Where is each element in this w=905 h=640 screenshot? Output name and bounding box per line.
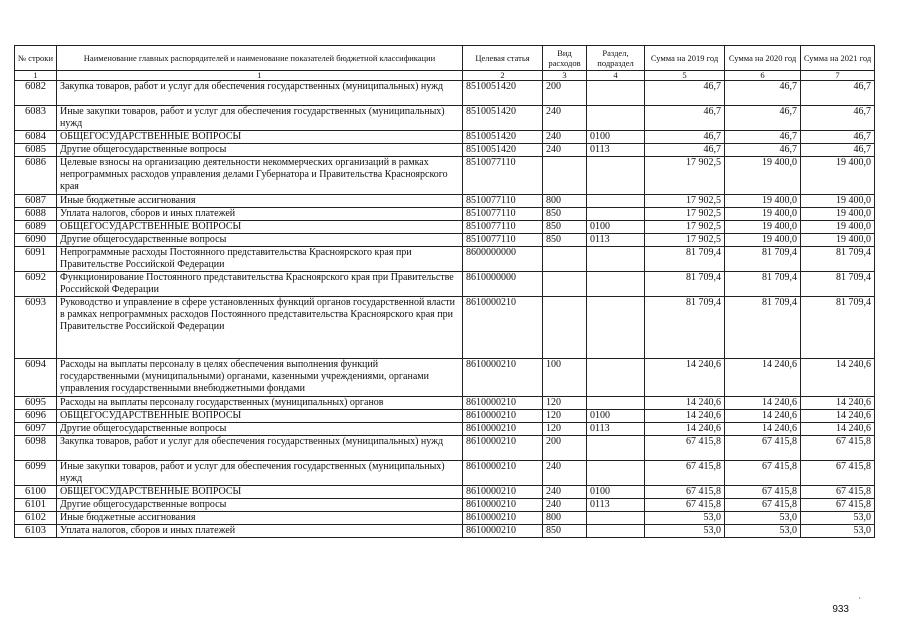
row-sum-2020: 19 400,0 bbox=[725, 234, 801, 247]
row-expense-type: 200 bbox=[543, 436, 587, 461]
row-expense-type: 850 bbox=[543, 221, 587, 234]
row-sum-2020: 46,7 bbox=[725, 81, 801, 106]
row-sum-2019: 67 415,8 bbox=[645, 499, 725, 512]
row-sum-2020: 46,7 bbox=[725, 106, 801, 131]
row-section: 0100 bbox=[587, 221, 645, 234]
row-sum-2021: 46,7 bbox=[801, 81, 875, 106]
row-section bbox=[587, 461, 645, 486]
row-expense-type bbox=[543, 297, 587, 359]
row-sum-2021: 14 240,6 bbox=[801, 359, 875, 397]
row-section: 0113 bbox=[587, 499, 645, 512]
table-row bbox=[15, 397, 875, 410]
header-vid: Вид расходов bbox=[543, 46, 587, 71]
row-sum-2019: 14 240,6 bbox=[645, 397, 725, 410]
row-sum-2021: 81 709,4 bbox=[801, 247, 875, 272]
row-name: Закупка товаров, работ и услуг для обеспечения государственных (муниципальных) нужд bbox=[57, 81, 463, 106]
row-sum-2021: 19 400,0 bbox=[801, 234, 875, 247]
row-number: 6082 bbox=[15, 81, 57, 106]
row-expense-type bbox=[543, 157, 587, 195]
row-sum-2020: 14 240,6 bbox=[725, 410, 801, 423]
header-row-no: № строки bbox=[15, 46, 57, 71]
row-section bbox=[587, 397, 645, 410]
row-number: 6100 bbox=[15, 486, 57, 499]
row-sum-2020: 19 400,0 bbox=[725, 157, 801, 195]
row-sum-2021: 14 240,6 bbox=[801, 397, 875, 410]
column-index: 1 bbox=[15, 71, 57, 81]
row-name: Иные бюджетные ассигнования bbox=[57, 512, 463, 525]
row-number: 6102 bbox=[15, 512, 57, 525]
row-name: Уплата налогов, сборов и иных платежей bbox=[57, 525, 463, 538]
row-number: 6090 bbox=[15, 234, 57, 247]
row-number: 6086 bbox=[15, 157, 57, 195]
row-expense-type: 120 bbox=[543, 397, 587, 410]
table-header-row bbox=[15, 46, 875, 71]
row-sum-2019: 17 902,5 bbox=[645, 208, 725, 221]
table-row bbox=[15, 195, 875, 208]
row-target-code: 8510077110 bbox=[463, 221, 543, 234]
row-name: Непрограммные расходы Постоянного представительства Красноярского края при Правительстве Российской Федерации bbox=[57, 247, 463, 272]
row-name: Другие общегосударственные вопросы bbox=[57, 144, 463, 157]
row-expense-type bbox=[543, 247, 587, 272]
row-section: 0113 bbox=[587, 144, 645, 157]
row-expense-type: 200 bbox=[543, 81, 587, 106]
row-number: 6095 bbox=[15, 397, 57, 410]
row-target-code: 8600000000 bbox=[463, 247, 543, 272]
row-name: Другие общегосударственные вопросы bbox=[57, 499, 463, 512]
table-row bbox=[15, 423, 875, 436]
row-expense-type: 850 bbox=[543, 234, 587, 247]
table-row bbox=[15, 499, 875, 512]
row-sum-2019: 14 240,6 bbox=[645, 410, 725, 423]
row-sum-2021: 67 415,8 bbox=[801, 436, 875, 461]
table-row bbox=[15, 247, 875, 272]
row-section bbox=[587, 272, 645, 297]
header-sum-2020: Сумма на 2020 год bbox=[725, 46, 801, 71]
row-target-code: 8510051420 bbox=[463, 106, 543, 131]
row-sum-2020: 67 415,8 bbox=[725, 499, 801, 512]
row-section bbox=[587, 297, 645, 359]
table-row bbox=[15, 461, 875, 486]
row-section: 0100 bbox=[587, 131, 645, 144]
row-name: ОБЩЕГОСУДАРСТВЕННЫЕ ВОПРОСЫ bbox=[57, 410, 463, 423]
row-number: 6097 bbox=[15, 423, 57, 436]
row-sum-2021: 19 400,0 bbox=[801, 195, 875, 208]
row-name: ОБЩЕГОСУДАРСТВЕННЫЕ ВОПРОСЫ bbox=[57, 486, 463, 499]
row-sum-2019: 17 902,5 bbox=[645, 221, 725, 234]
row-number: 6088 bbox=[15, 208, 57, 221]
row-name: Иные бюджетные ассигнования bbox=[57, 195, 463, 208]
row-target-code: 8510051420 bbox=[463, 144, 543, 157]
row-name: Другие общегосударственные вопросы bbox=[57, 423, 463, 436]
row-sum-2019: 81 709,4 bbox=[645, 247, 725, 272]
table-row bbox=[15, 131, 875, 144]
row-section bbox=[587, 512, 645, 525]
row-sum-2021: 67 415,8 bbox=[801, 499, 875, 512]
row-sum-2021: 67 415,8 bbox=[801, 461, 875, 486]
column-index: 1 bbox=[57, 71, 463, 81]
row-sum-2020: 14 240,6 bbox=[725, 359, 801, 397]
row-sum-2020: 53,0 bbox=[725, 512, 801, 525]
row-number: 6101 bbox=[15, 499, 57, 512]
row-sum-2019: 17 902,5 bbox=[645, 234, 725, 247]
column-index: 6 bbox=[725, 71, 801, 81]
row-number: 6096 bbox=[15, 410, 57, 423]
table-row bbox=[15, 410, 875, 423]
row-sum-2020: 19 400,0 bbox=[725, 221, 801, 234]
table-row bbox=[15, 221, 875, 234]
row-number: 6089 bbox=[15, 221, 57, 234]
row-expense-type: 100 bbox=[543, 359, 587, 397]
row-sum-2019: 46,7 bbox=[645, 106, 725, 131]
table-row bbox=[15, 359, 875, 397]
table-row bbox=[15, 144, 875, 157]
row-sum-2019: 53,0 bbox=[645, 525, 725, 538]
row-sum-2019: 67 415,8 bbox=[645, 461, 725, 486]
row-sum-2019: 67 415,8 bbox=[645, 436, 725, 461]
row-target-code: 8510077110 bbox=[463, 195, 543, 208]
row-sum-2019: 46,7 bbox=[645, 81, 725, 106]
row-target-code: 8610000000 bbox=[463, 272, 543, 297]
row-sum-2019: 14 240,6 bbox=[645, 423, 725, 436]
table-row bbox=[15, 234, 875, 247]
table-row bbox=[15, 525, 875, 538]
table-body bbox=[15, 81, 875, 538]
row-sum-2019: 14 240,6 bbox=[645, 359, 725, 397]
row-sum-2021: 19 400,0 bbox=[801, 157, 875, 195]
row-name: Уплата налогов, сборов и иных платежей bbox=[57, 208, 463, 221]
page-number: 933 bbox=[832, 604, 849, 615]
row-sum-2020: 19 400,0 bbox=[725, 195, 801, 208]
table-row bbox=[15, 157, 875, 195]
row-target-code: 8610000210 bbox=[463, 486, 543, 499]
row-sum-2019: 81 709,4 bbox=[645, 297, 725, 359]
row-target-code: 8510077110 bbox=[463, 208, 543, 221]
row-expense-type: 120 bbox=[543, 410, 587, 423]
row-sum-2021: 14 240,6 bbox=[801, 410, 875, 423]
row-target-code: 8610000210 bbox=[463, 297, 543, 359]
row-name: Функционирование Постоянного представительства Красноярского края при Правительстве Российской Федерации bbox=[57, 272, 463, 297]
table-row bbox=[15, 208, 875, 221]
row-expense-type: 120 bbox=[543, 423, 587, 436]
row-target-code: 8510051420 bbox=[463, 131, 543, 144]
header-code: Целевая статья bbox=[463, 46, 543, 71]
row-name: Целевые взносы на организацию деятельности некоммерческих организаций в рамках непрограммных расходов управления делами Губернатора и Правительства Красноярского края bbox=[57, 157, 463, 195]
row-target-code: 8610000210 bbox=[463, 436, 543, 461]
row-expense-type bbox=[543, 272, 587, 297]
row-sum-2020: 19 400,0 bbox=[725, 208, 801, 221]
row-sum-2020: 46,7 bbox=[725, 131, 801, 144]
row-sum-2020: 14 240,6 bbox=[725, 397, 801, 410]
row-sum-2019: 46,7 bbox=[645, 144, 725, 157]
row-sum-2020: 67 415,8 bbox=[725, 436, 801, 461]
row-expense-type: 850 bbox=[543, 208, 587, 221]
header-razdel: Раздел, подраздел bbox=[587, 46, 645, 71]
row-sum-2019: 17 902,5 bbox=[645, 157, 725, 195]
row-name: Расходы на выплаты персоналу государственных (муниципальных) органов bbox=[57, 397, 463, 410]
row-number: 6092 bbox=[15, 272, 57, 297]
row-number: 6084 bbox=[15, 131, 57, 144]
row-section bbox=[587, 81, 645, 106]
row-target-code: 8510077110 bbox=[463, 157, 543, 195]
row-target-code: 8610000210 bbox=[463, 410, 543, 423]
row-sum-2021: 53,0 bbox=[801, 525, 875, 538]
row-number: 6098 bbox=[15, 436, 57, 461]
row-sum-2019: 46,7 bbox=[645, 131, 725, 144]
row-sum-2020: 81 709,4 bbox=[725, 272, 801, 297]
column-index-row bbox=[15, 71, 875, 81]
row-sum-2019: 53,0 bbox=[645, 512, 725, 525]
row-number: 6094 bbox=[15, 359, 57, 397]
row-sum-2021: 81 709,4 bbox=[801, 272, 875, 297]
row-section: 0113 bbox=[587, 234, 645, 247]
row-target-code: 8610000210 bbox=[463, 359, 543, 397]
row-section bbox=[587, 106, 645, 131]
row-sum-2021: 19 400,0 bbox=[801, 221, 875, 234]
row-name: Иные закупки товаров, работ и услуг для обеспечения государственных (муниципальных) нужд bbox=[57, 106, 463, 131]
row-section: 0100 bbox=[587, 486, 645, 499]
row-sum-2021: 19 400,0 bbox=[801, 208, 875, 221]
row-sum-2020: 46,7 bbox=[725, 144, 801, 157]
row-sum-2020: 14 240,6 bbox=[725, 423, 801, 436]
row-name: Расходы на выплаты персоналу в целях обеспечения выполнения функций государственными (муниципальными) органами, казенными учреждениями, органами управления государственными внебюджетными фондами bbox=[57, 359, 463, 397]
row-name: Руководство и управление в сфере установленных функций органов государственной власти в рамках непрограммных расходов Постоянного представительства Красноярского края при Правительстве Российской Федерации bbox=[57, 297, 463, 359]
page-mark: · bbox=[858, 594, 861, 603]
row-sum-2019: 17 902,5 bbox=[645, 195, 725, 208]
row-section bbox=[587, 436, 645, 461]
column-index: 3 bbox=[543, 71, 587, 81]
row-sum-2020: 53,0 bbox=[725, 525, 801, 538]
row-number: 6091 bbox=[15, 247, 57, 272]
row-number: 6093 bbox=[15, 297, 57, 359]
row-expense-type: 240 bbox=[543, 144, 587, 157]
row-target-code: 8510051420 bbox=[463, 81, 543, 106]
row-sum-2021: 14 240,6 bbox=[801, 423, 875, 436]
row-sum-2021: 46,7 bbox=[801, 144, 875, 157]
row-name: Закупка товаров, работ и услуг для обеспечения государственных (муниципальных) нужд bbox=[57, 436, 463, 461]
row-name: ОБЩЕГОСУДАРСТВЕННЫЕ ВОПРОСЫ bbox=[57, 221, 463, 234]
column-index: 5 bbox=[645, 71, 725, 81]
row-section bbox=[587, 208, 645, 221]
budget-table bbox=[14, 45, 875, 538]
table-row bbox=[15, 106, 875, 131]
row-name: Иные закупки товаров, работ и услуг для обеспечения государственных (муниципальных) нужд bbox=[57, 461, 463, 486]
row-section bbox=[587, 247, 645, 272]
row-sum-2020: 67 415,8 bbox=[725, 486, 801, 499]
row-number: 6099 bbox=[15, 461, 57, 486]
row-sum-2021: 81 709,4 bbox=[801, 297, 875, 359]
row-expense-type: 240 bbox=[543, 131, 587, 144]
row-expense-type: 850 bbox=[543, 525, 587, 538]
row-sum-2021: 67 415,8 bbox=[801, 486, 875, 499]
row-number: 6083 bbox=[15, 106, 57, 131]
row-expense-type: 240 bbox=[543, 499, 587, 512]
row-sum-2021: 46,7 bbox=[801, 131, 875, 144]
row-name: Другие общегосударственные вопросы bbox=[57, 234, 463, 247]
row-expense-type: 240 bbox=[543, 461, 587, 486]
row-target-code: 8610000210 bbox=[463, 525, 543, 538]
row-section bbox=[587, 157, 645, 195]
row-section: 0100 bbox=[587, 410, 645, 423]
table-row bbox=[15, 486, 875, 499]
row-target-code: 8610000210 bbox=[463, 461, 543, 486]
row-sum-2019: 67 415,8 bbox=[645, 486, 725, 499]
column-index: 2 bbox=[463, 71, 543, 81]
row-name: ОБЩЕГОСУДАРСТВЕННЫЕ ВОПРОСЫ bbox=[57, 131, 463, 144]
row-target-code: 8610000210 bbox=[463, 397, 543, 410]
table-row bbox=[15, 297, 875, 359]
row-number: 6085 bbox=[15, 144, 57, 157]
row-target-code: 8610000210 bbox=[463, 423, 543, 436]
table-row bbox=[15, 512, 875, 525]
row-target-code: 8510077110 bbox=[463, 234, 543, 247]
row-target-code: 8610000210 bbox=[463, 499, 543, 512]
row-section: 0113 bbox=[587, 423, 645, 436]
header-name: Наименование главных распорядителей и наименование показателей бюджетной классификации bbox=[57, 46, 463, 71]
row-expense-type: 240 bbox=[543, 106, 587, 131]
table-row bbox=[15, 81, 875, 106]
row-expense-type: 800 bbox=[543, 195, 587, 208]
row-expense-type: 240 bbox=[543, 486, 587, 499]
column-index: 4 bbox=[587, 71, 645, 81]
row-sum-2021: 46,7 bbox=[801, 106, 875, 131]
table-row bbox=[15, 436, 875, 461]
column-index: 7 bbox=[801, 71, 875, 81]
row-sum-2020: 81 709,4 bbox=[725, 247, 801, 272]
row-sum-2021: 53,0 bbox=[801, 512, 875, 525]
row-section bbox=[587, 359, 645, 397]
row-section bbox=[587, 525, 645, 538]
row-number: 6087 bbox=[15, 195, 57, 208]
table-row bbox=[15, 272, 875, 297]
row-sum-2020: 67 415,8 bbox=[725, 461, 801, 486]
row-section bbox=[587, 195, 645, 208]
header-sum-2019: Сумма на 2019 год bbox=[645, 46, 725, 71]
row-expense-type: 800 bbox=[543, 512, 587, 525]
header-sum-2021: Сумма на 2021 год bbox=[801, 46, 875, 71]
row-target-code: 8610000210 bbox=[463, 512, 543, 525]
row-sum-2019: 81 709,4 bbox=[645, 272, 725, 297]
row-number: 6103 bbox=[15, 525, 57, 538]
row-sum-2020: 81 709,4 bbox=[725, 297, 801, 359]
